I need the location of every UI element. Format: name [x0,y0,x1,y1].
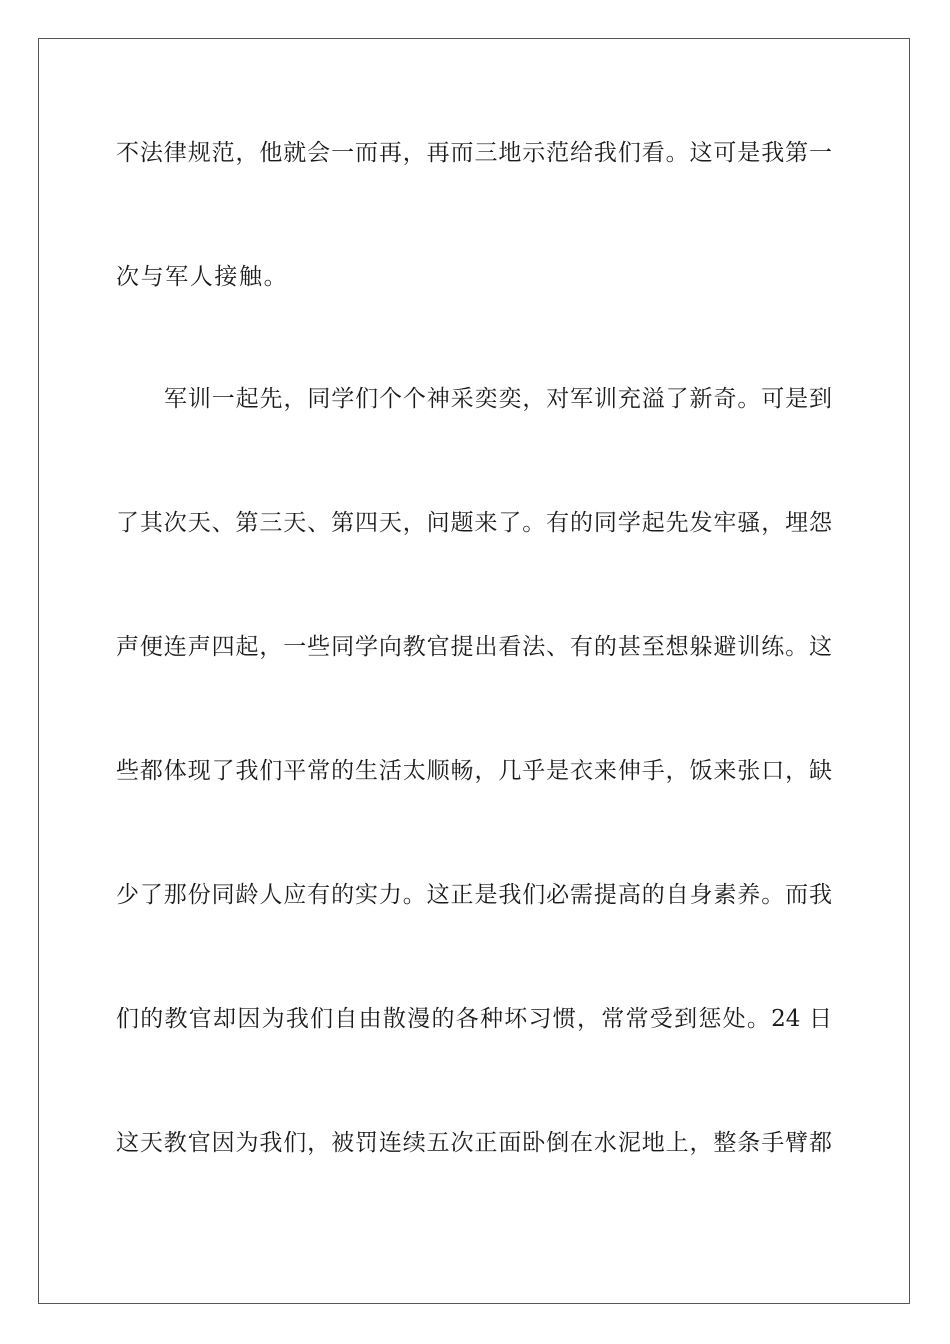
page-border [38,38,910,1304]
text-line-7: 少了那份同龄人应有的实力。这正是我们必需提高的自身素养。而我 [116,882,832,908]
text-line-4: 了其次天、第三天、第四天，问题来了。有的同学起先发牢骚，埋怨 [116,510,832,536]
text-line-9: 这天教官因为我们，被罚连续五次正面卧倒在水泥地上，整条手臂都 [116,1130,832,1156]
text-line-5: 声便连声四起，一些同学向教官提出看法、有的甚至想躲避训练。这 [116,634,832,660]
text-line-1: 不法律规范，他就会一而再，再而三地示范给我们看。这可是我第一 [116,140,832,166]
text-line-6: 些都体现了我们平常的生活太顺畅，几乎是衣来伸手，饭来张口，缺 [116,758,832,784]
text-line-3: 军训一起先，同学们个个神采奕奕，对军训充溢了新奇。可是到 [164,386,832,412]
text-line-2: 次与军人接触。 [116,264,289,290]
text-line-8: 们的教官却因为我们自由散漫的各种坏习惯，常常受到惩处。24 日 [116,1006,832,1032]
